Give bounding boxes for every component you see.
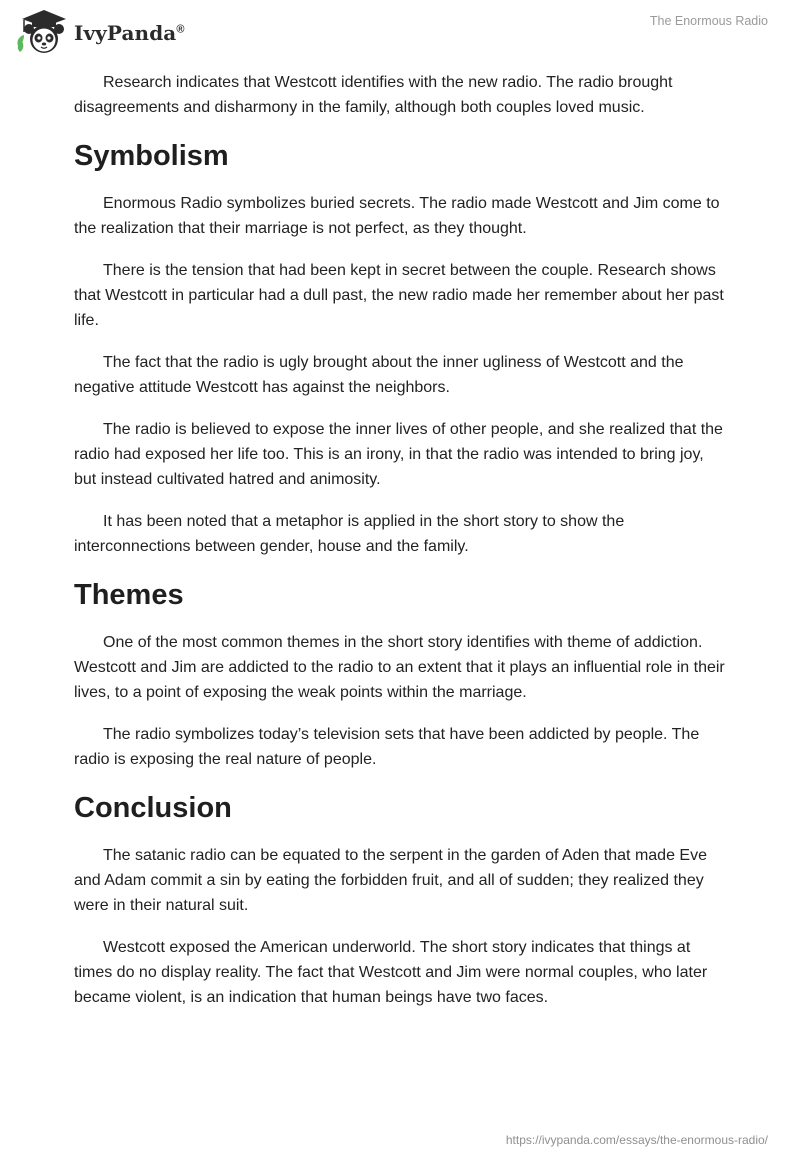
paragraph: Westcott exposed the American underworld. The short story indicates that things at times do no display reality. The fact that Westcott and Jim were normal couples, who later became violent, is an indication that human beings have two faces. (74, 939, 708, 1006)
essay-content (74, 70, 726, 1027)
logo[interactable] (14, 8, 185, 56)
registered-mark: ® (176, 23, 185, 36)
page-header (0, 0, 800, 60)
paragraph: One of the most common themes in the short story identifies with theme of addiction. Westcott and Jim are addicted to the radio to an extent that it plays an influential role in their lives, to a point of exposing the weak points within the marriage. (74, 634, 725, 701)
section-heading: Conclusion (74, 792, 232, 824)
paragraph: Enormous Radio symbolizes buried secrets. The radio made Westcott and Jim come to the realization that their marriage is not perfect, as they thought. (74, 195, 720, 237)
intro-paragraph: Research indicates that Westcott identifies with the new radio. The radio brought disagreements and disharmony in the family, although both couples loved music. (74, 74, 673, 116)
section-themes (74, 576, 726, 772)
section-heading: Themes (74, 579, 184, 611)
section-conclusion (74, 789, 726, 1010)
section-heading: Symbolism (74, 140, 229, 172)
brand-name: IvyPanda® (74, 21, 185, 45)
paragraph: It has been noted that a metaphor is applied in the short story to show the interconnections between gender, house and the family. (74, 513, 625, 555)
paragraph: The fact that the radio is ugly brought about the inner ugliness of Westcott and the negative attitude Westcott has against the neighbors. (74, 354, 684, 396)
document-title: The Enormous Radio (649, 14, 768, 28)
paragraph: The radio symbolizes today’s television sets that have been addicted by people. The radio is exposing the real nature of people. (74, 726, 700, 768)
panda-graduate-icon (14, 8, 70, 56)
paragraph: The radio is believed to expose the inner lives of other people, and she realized that the radio had exposed her life too. This is an irony, in that the radio was intended to bring joy, but instead cultivated hatred and animosity. (74, 421, 723, 488)
paragraph: The satanic radio can be equated to the serpent in the garden of Aden that made Eve and Adam commit a sin by eating the forbidden fruit, and all of sudden; they realized they were in their natural suit. (74, 847, 707, 914)
paragraph: There is the tension that had been kept in secret between the couple. Research shows that Westcott in particular had a dull past, the new radio made her remember about her past life. (74, 262, 724, 329)
section-symbolism (74, 137, 726, 559)
source-url[interactable]: https://ivypanda.com/essays/the-enormous-radio/ (505, 1133, 768, 1147)
